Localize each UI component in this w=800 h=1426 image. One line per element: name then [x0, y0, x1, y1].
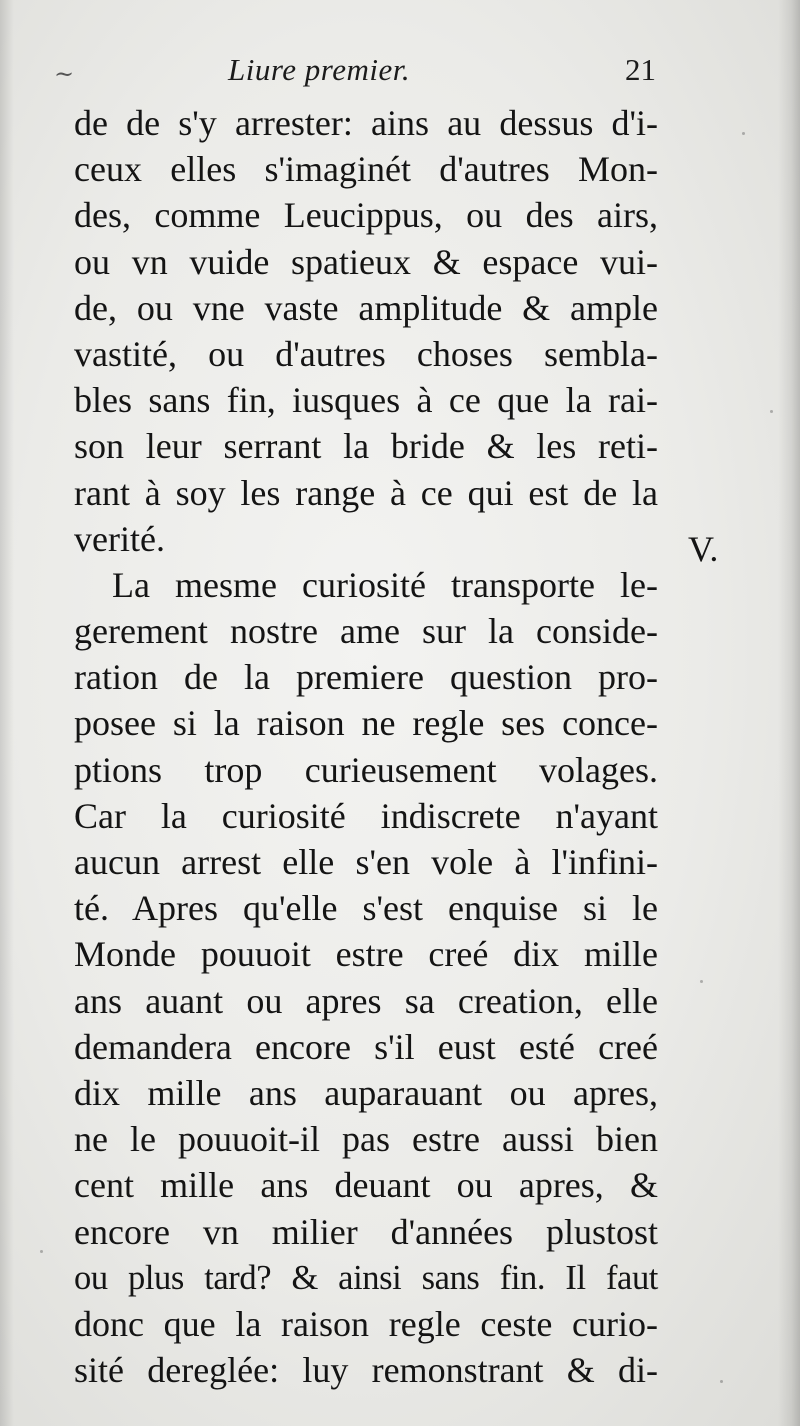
text-line: Car la curiosité indiscrete n'ayant: [74, 795, 658, 836]
text-line: ou vn vuide spatieux & espace vui-: [74, 241, 658, 282]
text-line: ceux elles s'imaginét d'autres Mon-: [74, 149, 658, 190]
text-line: demandera encore s'il eust esté creé: [74, 1026, 658, 1067]
text-line: des, comme Leucippus, ou des airs,: [74, 195, 658, 236]
paper-fleck: [720, 1380, 723, 1383]
running-title: Liure premier.: [228, 52, 411, 87]
text-line: dix mille ans auparauant ou apres,: [74, 1072, 658, 1113]
page-edge-shadow: [778, 0, 800, 1426]
text-line: de de s'y arrester: ains au dessus d'i-: [74, 103, 658, 143]
text-line: donc que la raison regle ceste curio-: [74, 1303, 658, 1344]
text-line: té. Apres qu'elle s'est enquise si le: [74, 888, 658, 929]
text-line: ptions trop curieusement volages.: [74, 749, 658, 790]
text-line: bles sans fin, iusques à ce que la rai-: [74, 380, 658, 421]
page-number: 21: [625, 52, 656, 87]
text-line: sité dereglée: luy remonstrant & di-: [74, 1350, 658, 1391]
text-line: encore vn milier d'années plustost: [74, 1211, 658, 1252]
text-line: ans auant ou apres sa creation, elle: [74, 980, 658, 1021]
text-line: vastité, ou d'autres choses sembla-: [74, 333, 658, 374]
text-line: rant à soy les range à ce qui est de la: [74, 472, 658, 513]
text-line-paragraph-start: La mesme curiosité transporte le-: [112, 564, 658, 605]
paper-fleck: [770, 410, 773, 413]
text-line: Monde pouuoit estre creé dix mille: [74, 934, 658, 975]
paper-fleck: [40, 1250, 43, 1253]
text-line: de, ou vne vaste amplitude & ample: [74, 287, 658, 328]
text-line: gerement nostre ame sur la conside-: [74, 611, 658, 652]
paper-fleck: [742, 132, 745, 135]
text-line: aucun arrest elle s'en vole à l'infini-: [74, 842, 658, 882]
text-line: verité.: [74, 518, 165, 559]
text-line: ration de la premiere question pro-: [74, 657, 658, 698]
page-gutter-shadow: [0, 0, 14, 1426]
text-line: son leur serrant la bride & les reti-: [74, 426, 658, 467]
ink-mark-icon: ~: [54, 60, 75, 88]
running-head: [54, 52, 656, 92]
paper-fleck: [700, 980, 703, 983]
text-line: ou plus tard? & ainsi sans fin. Il faut: [74, 1258, 658, 1297]
text-line: posee si la raison ne regle ses conce-: [74, 703, 658, 744]
text-line: ne le pouuoit-il pas estre aussi bien: [74, 1119, 658, 1160]
margin-section-number: V.: [688, 529, 719, 569]
body-text: [74, 100, 658, 1393]
text-line: cent mille ans deuant ou apres, &: [74, 1165, 658, 1206]
